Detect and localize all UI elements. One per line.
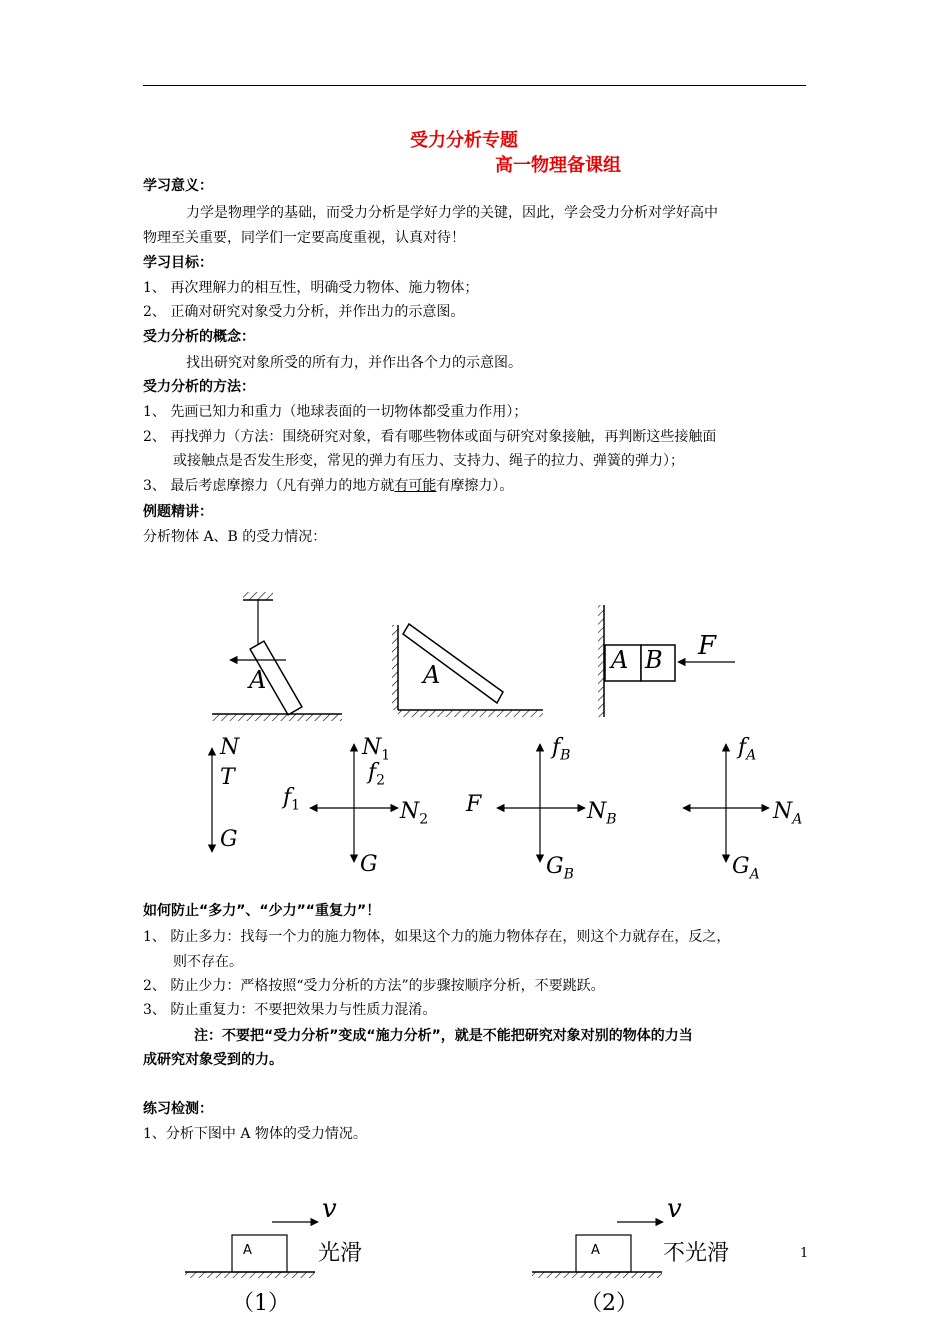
fd3-N-label (587, 799, 617, 827)
fd2-G-label: G (360, 852, 378, 877)
prevent-item1a: 1、 防止多力：找每一个力的施力物体，如果这个力的施力物体存在，则这个力就存在，反之， (143, 929, 731, 945)
method-item2a: 2、 再找弹力（方法：围绕研究对象，看有哪些物体或面与研究对象接触，再判断这些接触面 (143, 429, 717, 445)
fd3-G-main: G (546, 854, 564, 879)
meaning-line2: 物理至关重要，同学们一定要高度重视，认真对待！ (143, 230, 465, 246)
method-item1: 1、 先画已知力和重力（地球表面的一切物体都受重力作用）； (143, 404, 528, 420)
fd2-N2-sub: 2 (419, 811, 429, 828)
practice1-v-label: v (322, 1194, 337, 1224)
examples-text: 分析物体 A、B 的受力情况： (143, 529, 327, 545)
fd4-f-label (738, 735, 756, 763)
practice2-block-label: A (591, 1243, 600, 1258)
fd2-N1-main: N (362, 735, 382, 760)
fd1-G-label: G (220, 827, 238, 852)
practice-heading: 练习检测： (143, 1101, 213, 1117)
practice2-caption: （2） (580, 1291, 638, 1316)
fd4-N-label (773, 799, 802, 827)
fd4-G-sub: A (749, 866, 760, 883)
fd3-F-label: F (466, 792, 482, 817)
fd4-N-main: N (773, 799, 793, 824)
fd3-N-main: N (587, 799, 607, 824)
meaning-heading: 学习意义： (143, 178, 213, 194)
force-diagram-3 (497, 744, 585, 862)
method-item3-post: 有摩擦力）。 (436, 478, 514, 494)
rod2-A-label: A (423, 661, 441, 689)
fd2-f2-main: f (368, 760, 377, 785)
prevent-heading: 如何防止“多力”、“少力”“重复力”！ (143, 903, 381, 919)
practice2-ground-hatch (532, 1272, 662, 1278)
concept-heading: 受力分析的概念： (143, 329, 255, 345)
fd2-f2-label (368, 760, 385, 788)
note-line1: 注：不要把“受力分析”变成“施力分析”，就是不能把研究对象对别的物体的力当 (194, 1028, 693, 1044)
fd4-f-sub: A (746, 747, 757, 764)
fd3-G-label (546, 854, 574, 882)
fd2-f1-main: f (283, 785, 292, 810)
fd3-f-main: f (552, 735, 561, 760)
goals-item1: 1、 再次理解力的相互性，明确受力物体、施力物体； (143, 280, 479, 296)
figure-hanging-rod (212, 592, 342, 721)
fd2-N1-sub: 1 (381, 747, 391, 764)
fd4-f-main: f (738, 735, 747, 760)
fd2-N2-label (400, 799, 428, 827)
wall3-hatch (598, 605, 604, 717)
practice1-ground-hatch (185, 1272, 315, 1278)
force-F-label: F (698, 631, 717, 661)
method-item2b: 或接触点是否发生形变，常见的弹力有压力、支持力、绳子的拉力、弹簧的弹力）； (173, 453, 684, 469)
practice1-surface-label: 光滑 (318, 1241, 363, 1266)
goals-item2: 2、 正确对研究对象受力分析，并作出力的示意图。 (143, 304, 465, 320)
prevent-item2: 2、 防止少力：严格按照“受力分析的方法”的步骤按顺序分析，不要跳跃。 (143, 978, 605, 994)
rod-A-label: A (249, 666, 267, 694)
block-A-label: A (611, 646, 629, 674)
prevent-item1b: 则不存在。 (173, 954, 243, 970)
ground2-hatch (398, 710, 543, 717)
practice2-block (576, 1235, 631, 1272)
practice2-surface-label: 不光滑 (663, 1241, 730, 1266)
page-title: 受力分析专题 (410, 130, 518, 151)
rod2-A (403, 624, 503, 703)
wall2-hatch (392, 625, 398, 710)
fd2-f1-label (283, 785, 300, 813)
fd3-N-sub: B (606, 811, 617, 828)
fd3-f-label (552, 735, 570, 763)
prevent-item3: 3、 防止重复力：不要把效果力与性质力混淆。 (143, 1002, 437, 1018)
fd2-N2-main: N (400, 799, 420, 824)
fd4-G-label (732, 854, 760, 882)
practice2-v-label: v (667, 1194, 682, 1224)
practice1-block (232, 1235, 287, 1272)
fd1-N-label: N (220, 735, 240, 760)
concept-text: 找出研究对象所受的所有力，并作出各个力的示意图。 (186, 355, 522, 371)
page-number: 1 (800, 1246, 809, 1261)
method-item3-pre: 3、 最后考虑摩擦力（凡有弹力的地方就 (143, 478, 395, 494)
note-line2: 成研究对象受到的力。 (143, 1052, 283, 1068)
method-heading: 受力分析的方法： (143, 379, 255, 395)
practice-text: 1、分析下图中 A 物体的受力情况。 (143, 1126, 367, 1142)
block-B-label: B (645, 646, 663, 674)
fd2-f2-sub: 2 (376, 772, 386, 789)
fd3-f-sub: B (560, 747, 571, 764)
ceiling-hatch (243, 592, 273, 600)
fd1-T-label: T (220, 765, 235, 790)
page-subtitle: 高一物理备课组 (495, 155, 621, 176)
goals-heading: 学习目标： (143, 255, 213, 271)
practice1-block-label: A (243, 1243, 252, 1258)
practice1-caption: （1） (232, 1291, 290, 1316)
fd3-G-sub: B (563, 866, 574, 883)
method-item3-underlined: 有可能 (394, 478, 437, 494)
meaning-line1: 力学是物理学的基础，而受力分析是学好力学的关键，因此，学会受力分析对学好高中 (186, 205, 718, 221)
fd4-N-sub: A (792, 811, 803, 828)
ground1-hatch (212, 714, 342, 721)
fd4-G-main: G (732, 854, 750, 879)
figure-leaning-rod (392, 624, 543, 717)
examples-heading: 例题精讲： (143, 504, 213, 520)
fd2-f1-sub: 1 (291, 797, 301, 814)
